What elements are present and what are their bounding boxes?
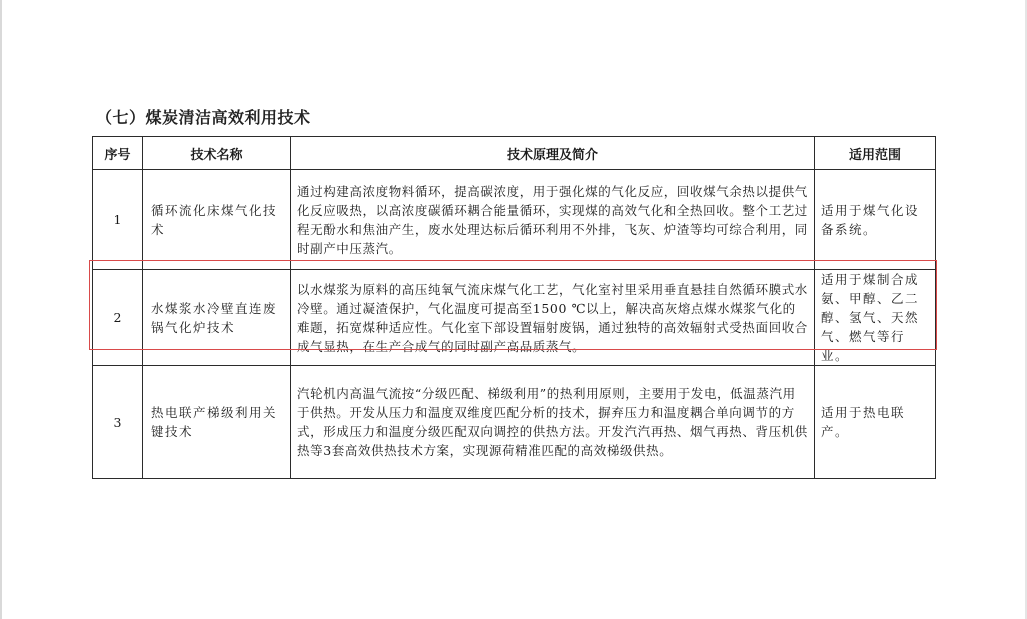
tech-scope: 适用于煤气化设备系统。 <box>815 170 936 270</box>
header-tech-name: 技术名称 <box>143 137 291 170</box>
header-scope: 适用范围 <box>815 137 936 170</box>
page-edge-left <box>0 0 2 619</box>
header-principle: 技术原理及简介 <box>291 137 815 170</box>
table-header-row <box>93 137 936 170</box>
technology-table <box>92 136 936 479</box>
header-number: 序号 <box>93 137 143 170</box>
table-row <box>93 270 936 366</box>
tech-name: 循环流化床煤气化技术 <box>143 170 291 270</box>
row-number: 2 <box>93 270 143 366</box>
table-row <box>93 170 936 270</box>
tech-scope: 适用于煤制合成氨、甲醇、乙二醇、氢气、天然气、燃气等行业。 <box>815 270 936 366</box>
section-title: （七）煤炭清洁高效利用技术 <box>96 108 311 127</box>
tech-description: 汽轮机内高温气流按“分级匹配、梯级利用”的热利用原则，主要用于发电，低温蒸汽用于供热。开发从压力和温度双维度匹配分析的技术，摒弃压力和温度耦合单向调节的方式，形成压力和温度分级匹配双向调控的供热方法。开发汽汽再热、烟气再热、背压机供热等3套高效供热技术方案，实现源荷精准匹配的高效梯级供热。 <box>291 366 815 479</box>
tech-description: 通过构建高浓度物料循环，提高碳浓度，用于强化煤的气化反应，回收煤气余热以提供气化反应吸热，以高浓度碳循环耦合能量循环，实现煤的高效气化和全热回收。整个工艺过程无酚水和焦油产生，废水处理达标后循环利用不外排，飞灰、炉渣等均可综合利用，同时副产中压蒸汽。 <box>291 170 815 270</box>
table-row <box>93 366 936 479</box>
tech-name: 水煤浆水冷壁直连废锅气化炉技术 <box>143 270 291 366</box>
row-number: 3 <box>93 366 143 479</box>
tech-description: 以水煤浆为原料的高压纯氧气流床煤气化工艺，气化室衬里采用垂直悬挂自然循环膜式水冷壁。通过凝渣保护，气化温度可提高至1500 ℃以上，解决高灰熔点煤水煤浆气化的难题，拓宽煤种适应性。气化室下部设置辐射废锅，通过独特的高效辐射式受热面回收合成气显热，在生产合成气的同时副产高品质蒸气。 <box>291 270 815 366</box>
row-number: 1 <box>93 170 143 270</box>
tech-scope: 适用于热电联产。 <box>815 366 936 479</box>
tech-name: 热电联产梯级利用关键技术 <box>143 366 291 479</box>
